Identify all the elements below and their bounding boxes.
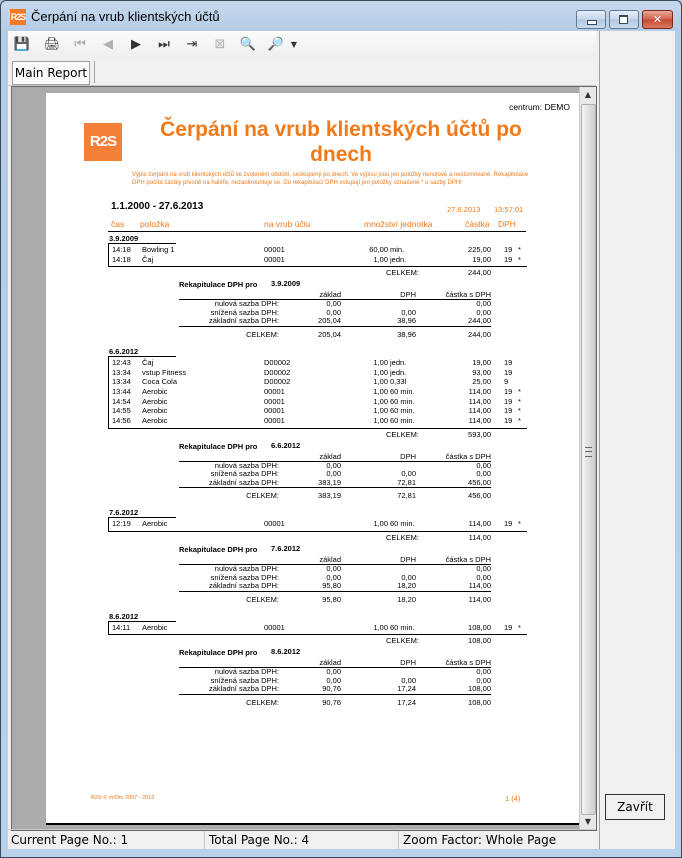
close-button[interactable]: Zavřít [605, 794, 665, 820]
recap-row-label: nulová sazba DPH: [214, 299, 279, 309]
item-name: Aerobic [142, 519, 168, 529]
item-qty: 1,00 [373, 357, 388, 367]
day-date: 8.6.2012 [109, 611, 139, 621]
status-separator [204, 831, 205, 849]
scroll-down-arrow-icon[interactable]: ▼ [584, 817, 592, 826]
report-title-line2: dnech [310, 143, 372, 166]
recap-vat: 0,00 [401, 572, 416, 582]
item-account: 00001 [264, 622, 285, 632]
item-vat: 19 [504, 245, 513, 254]
item-account: 00001 [264, 396, 285, 406]
first-page-icon[interactable]: ⏮ [74, 37, 86, 52]
maximize-button[interactable] [609, 10, 639, 29]
item-unit: 60 min. [390, 396, 415, 406]
recap-total-divider [179, 694, 491, 695]
item-amount: 114,00 [468, 519, 491, 529]
recap-with-vat: 108,00 [468, 684, 491, 694]
recap-row-label: snížená sazba DPH: [210, 675, 279, 685]
item-vat: 19 [504, 622, 513, 632]
item-qty: 60,00 [369, 245, 388, 254]
recap-row-label: základní sazba DPH: [208, 477, 279, 487]
recap-vat: 17,24 [397, 684, 416, 694]
recap-col-vat: DPH [400, 290, 416, 300]
recap-total-vat: 72,81 [397, 491, 416, 501]
item-name: Aerobic [142, 396, 168, 406]
item-qty: 1,00 [373, 396, 388, 406]
item-vat-mark: * [518, 245, 521, 254]
item-qty: 1,00 [373, 416, 388, 426]
recap-label: Rekapitulace DPH pro [179, 280, 258, 290]
header-divider [108, 231, 526, 232]
recap-total-label: CELKEM: [246, 697, 279, 707]
recap-total-vat: 18,20 [397, 594, 416, 604]
item-vat: 19 [504, 416, 513, 426]
item-qty: 1,00 [373, 622, 388, 632]
day-total-value: 244,00 [468, 268, 491, 278]
recap-total-base: 383,19 [318, 491, 341, 501]
recap-label: Rekapitulace DPH pro [179, 545, 258, 554]
footer-copyright: R2S © miOm 2007 - 2013 [91, 795, 155, 801]
item-unit: jedn. [390, 254, 407, 264]
client-area [8, 31, 674, 849]
item-vat: 19 [504, 367, 513, 377]
last-page-icon[interactable]: ⏭ [158, 37, 170, 52]
recap-col-base: základ [319, 451, 341, 461]
recap-total-base: 90,76 [322, 697, 341, 707]
item-vat: 19 [504, 396, 513, 406]
item-unit: min. [390, 245, 405, 254]
day-total-value: 114,00 [468, 533, 491, 542]
recap-base: 90,76 [322, 684, 341, 694]
recap-base: 0,00 [326, 299, 341, 309]
item-unit: 60 min. [390, 416, 415, 426]
report-period: 1.1.2000 - 27.6.2013 [111, 201, 204, 212]
recap-with-vat: 456,00 [468, 477, 491, 487]
recap-with-vat: 0,00 [476, 469, 491, 479]
recap-with-vat: 114,00 [468, 581, 491, 590]
recap-total-vat: 38,96 [397, 329, 416, 339]
recap-total-base: 95,80 [322, 594, 341, 604]
recap-col-vat: DPH [400, 451, 416, 461]
item-amount: 93,00 [472, 367, 491, 377]
tab-separator [94, 61, 95, 83]
item-amount: 19,00 [472, 254, 491, 264]
day-total-label: CELKEM: [386, 533, 419, 542]
recap-with-vat: 0,00 [476, 564, 491, 573]
item-unit: 60 min. [390, 387, 415, 396]
item-time: 12:19 [112, 519, 131, 529]
recap-row-label: nulová sazba DPH: [214, 564, 279, 573]
report-viewer [11, 86, 597, 831]
item-amount: 114,00 [468, 416, 491, 426]
item-amount: 114,00 [468, 387, 491, 396]
recap-label: Rekapitulace DPH pro [179, 441, 258, 451]
close-icon: ✕ [652, 13, 663, 26]
recap-base: 0,00 [326, 564, 341, 573]
day-total-value: 108,00 [468, 636, 491, 646]
export-icon[interactable]: 💾 [13, 37, 31, 52]
item-vat: 19 [504, 357, 513, 367]
item-unit: 0,33l [390, 377, 407, 387]
item-name: Aerobic [142, 406, 168, 416]
recap-vat: 72,81 [397, 477, 416, 487]
item-vat: 19 [504, 387, 513, 396]
recap-with-vat: 0,00 [476, 667, 491, 677]
item-vat-mark: * [518, 622, 521, 632]
status-bar [8, 829, 596, 850]
recap-total-divider [179, 487, 491, 488]
item-amount: 114,00 [468, 396, 491, 406]
item-name: vstup Fitness [142, 367, 187, 377]
item-vat-mark: * [518, 406, 521, 416]
maximize-icon [619, 15, 628, 24]
item-vat: 19 [504, 406, 513, 416]
recap-col-base: základ [319, 658, 341, 668]
recap-row-label: snížená sazba DPH: [210, 307, 279, 317]
scroll-up-arrow-icon[interactable]: ▲ [584, 90, 592, 99]
item-vat-mark: * [518, 396, 521, 406]
recap-vat: 0,00 [401, 307, 416, 317]
window-title: Čerpání na vrub klientských účtů [31, 9, 220, 24]
item-unit: jedn. [390, 367, 407, 377]
recap-base: 0,00 [326, 667, 341, 677]
zoom-dropdown-chevron-icon[interactable]: ▼ [290, 40, 298, 49]
centrum-label: centrum: DEMO [509, 102, 570, 112]
item-amount: 108,00 [468, 622, 491, 632]
item-name: Čaj [142, 357, 154, 367]
previous-page-icon[interactable]: ◀ [103, 37, 113, 52]
recap-row-label: základní sazba DPH: [208, 581, 279, 590]
item-vat-mark: * [518, 387, 521, 396]
recap-col-with-vat: částka s DPH [445, 451, 491, 461]
tab-strip [8, 59, 596, 86]
status-separator [398, 831, 399, 849]
item-amount: 19,00 [472, 357, 491, 367]
footer-page-number: 1 (4) [505, 794, 521, 803]
item-qty: 1,00 [373, 519, 388, 529]
print-icon[interactable]: 🖨 [43, 37, 61, 52]
item-name: Bowling 1 [142, 245, 175, 254]
recap-total-with-vat: 114,00 [468, 594, 491, 604]
day-date: 6.6.2012 [109, 346, 139, 356]
item-name: Aerobic [142, 622, 168, 632]
r2s-logo: R2S [84, 123, 122, 161]
recap-base: 95,80 [322, 581, 341, 590]
recap-vat: 18,20 [397, 581, 416, 590]
recap-total-label: CELKEM: [246, 594, 279, 604]
recap-date: 7.6.2012 [271, 544, 301, 553]
col-vat: DPH [498, 219, 516, 229]
item-time: 13:44 [112, 387, 131, 396]
go-to-page-icon[interactable]: ⇥ [186, 37, 198, 52]
day-total-label: CELKEM: [386, 429, 419, 439]
report-page [46, 93, 584, 825]
recap-vat: 38,96 [397, 316, 416, 326]
item-amount: 225,00 [468, 245, 491, 254]
recap-base: 205,04 [318, 316, 341, 326]
item-time: 14:18 [112, 245, 131, 254]
recap-row-label: základní sazba DPH: [208, 684, 279, 694]
recap-date: 6.6.2012 [271, 440, 301, 450]
item-account: 00001 [264, 406, 285, 416]
day-date: 7.6.2012 [109, 508, 139, 518]
report-title-line1: Čerpání na vrub klientských účtů po [160, 118, 522, 141]
recap-base: 0,00 [326, 675, 341, 685]
stop-icon[interactable]: ⊠ [214, 37, 226, 52]
item-name: Čaj [142, 254, 154, 264]
col-qty-unit: množství jednotka [364, 219, 433, 229]
item-unit: 60 min. [390, 622, 415, 632]
item-account: 00001 [264, 519, 285, 529]
minimize-icon [587, 20, 597, 25]
day-total-value: 593,00 [468, 429, 491, 439]
item-qty: 1,00 [373, 254, 388, 264]
item-time: 14:18 [112, 254, 131, 264]
item-time: 14:55 [112, 406, 131, 416]
recap-total-with-vat: 456,00 [468, 491, 491, 501]
recap-with-vat: 0,00 [476, 572, 491, 582]
item-time: 14:54 [112, 396, 131, 406]
item-name: Aerobic [142, 387, 168, 396]
minimize-button[interactable] [576, 10, 606, 29]
vertical-scrollbar[interactable] [579, 87, 596, 830]
item-name: Aerobic [142, 416, 168, 426]
recap-base: 383,19 [318, 477, 341, 487]
recap-col-with-vat: částka s DPH [445, 290, 491, 300]
item-vat-mark: * [518, 519, 521, 529]
item-unit: 60 min. [390, 406, 415, 416]
total-pages-status: Total Page No.: 4 [209, 833, 310, 847]
item-account: 00001 [264, 387, 285, 396]
item-vat-mark: * [518, 416, 521, 426]
day-total-label: CELKEM: [386, 636, 419, 646]
recap-col-with-vat: částka s DPH [445, 555, 491, 564]
item-qty: 1,00 [373, 377, 388, 387]
recap-row-label: základní sazba DPH: [208, 316, 279, 326]
day-date: 3.9.2009 [109, 234, 139, 243]
item-account: 00001 [264, 416, 285, 426]
recap-with-vat: 244,00 [468, 316, 491, 326]
recap-base: 0,00 [326, 307, 341, 317]
recap-date: 3.9.2009 [271, 279, 301, 289]
zoom-factor-status: Zoom Factor: Whole Page [403, 833, 557, 847]
item-account: D00002 [264, 377, 291, 387]
recap-total-with-vat: 108,00 [468, 697, 491, 707]
item-vat: 19 [504, 519, 513, 529]
item-time: 13:34 [112, 367, 131, 377]
item-time: 14:11 [112, 622, 131, 632]
item-account: D00002 [264, 357, 291, 367]
grip-icon [585, 447, 592, 457]
toolbar [8, 31, 596, 59]
app-logo-icon: R2S [10, 9, 26, 25]
recap-vat: 0,00 [401, 469, 416, 479]
item-time: 13:34 [112, 377, 131, 387]
recap-total-label: CELKEM: [246, 329, 279, 339]
recap-total-label: CELKEM: [246, 491, 279, 501]
current-page-status: Current Page No.: 1 [11, 833, 129, 847]
close-window-button[interactable] [642, 10, 673, 29]
next-page-icon[interactable]: ▶ [131, 37, 141, 52]
recap-total-base: 205,04 [318, 329, 341, 339]
recap-vat: 0,00 [401, 675, 416, 685]
item-amount: 114,00 [468, 406, 491, 416]
recap-with-vat: 0,00 [476, 675, 491, 685]
day-total-label: CELKEM: [386, 268, 419, 278]
recap-with-vat: 0,00 [476, 307, 491, 317]
recap-total-with-vat: 244,00 [468, 329, 491, 339]
scrollbar-thumb[interactable] [581, 104, 596, 815]
recap-row-label: snížená sazba DPH: [210, 469, 279, 479]
col-item: položka [140, 219, 170, 229]
recap-date: 8.6.2012 [271, 647, 301, 657]
col-account: na vrub účtu [264, 219, 311, 229]
recap-total-vat: 17,24 [397, 697, 416, 707]
col-time: čas [111, 219, 125, 229]
recap-col-with-vat: částka s DPH [445, 658, 491, 668]
item-qty: 1,00 [373, 367, 388, 377]
recap-total-divider [179, 326, 491, 327]
recap-base: 0,00 [326, 572, 341, 582]
title-bar[interactable] [1, 1, 681, 31]
item-unit: 60 min. [390, 519, 415, 529]
report-description: Výpis čerpání na vrub klientských účtů ve zvoleném období, seskupený po dnech. Ve výpisu jsou jen položky nenulové a nestornované. Rekapitulace DPH počítá částky přesně na haléře, nezaokrouhluje se. Do rekapitulací DPH vstupují jen položky označené * u sazby DPH! [132, 172, 529, 186]
recap-base: 0,00 [326, 469, 341, 479]
recap-row-label: snížená sazba DPH: [210, 572, 279, 582]
item-name: Coca Cola [142, 377, 178, 387]
item-unit: jedn. [390, 357, 407, 367]
recap-with-vat: 0,00 [476, 460, 491, 470]
item-qty: 1,00 [373, 387, 388, 396]
zoom-icon[interactable]: 🔎 [267, 37, 285, 52]
item-account: 00001 [264, 254, 285, 264]
item-vat: 9 [504, 377, 509, 387]
col-amount: částka [465, 219, 490, 229]
recap-with-vat: 0,00 [476, 299, 491, 309]
side-panel [599, 31, 675, 849]
recap-total-divider [179, 591, 491, 592]
search-icon[interactable]: 🔍 [239, 37, 257, 52]
item-vat: 19 [504, 254, 513, 264]
item-account: 00001 [264, 245, 285, 254]
recap-row-label: nulová sazba DPH: [214, 667, 279, 677]
item-time: 12:43 [112, 357, 131, 367]
print-time: 13:57:01 [494, 205, 524, 214]
item-time: 14:56 [112, 416, 131, 426]
recap-col-base: základ [319, 290, 341, 300]
recap-col-base: základ [319, 555, 341, 564]
recap-row-label: nulová sazba DPH: [214, 460, 279, 470]
tab-main-report[interactable]: Main Report [12, 61, 90, 85]
recap-col-vat: DPH [400, 658, 416, 668]
item-amount: 25,00 [472, 377, 491, 387]
recap-col-vat: DPH [400, 555, 416, 564]
item-vat-mark: * [518, 254, 521, 264]
recap-base: 0,00 [326, 460, 341, 470]
item-qty: 1,00 [373, 406, 388, 416]
print-date: 27.6.2013 [447, 205, 481, 214]
recap-label: Rekapitulace DPH pro [179, 648, 258, 658]
item-account: D00002 [264, 367, 291, 377]
